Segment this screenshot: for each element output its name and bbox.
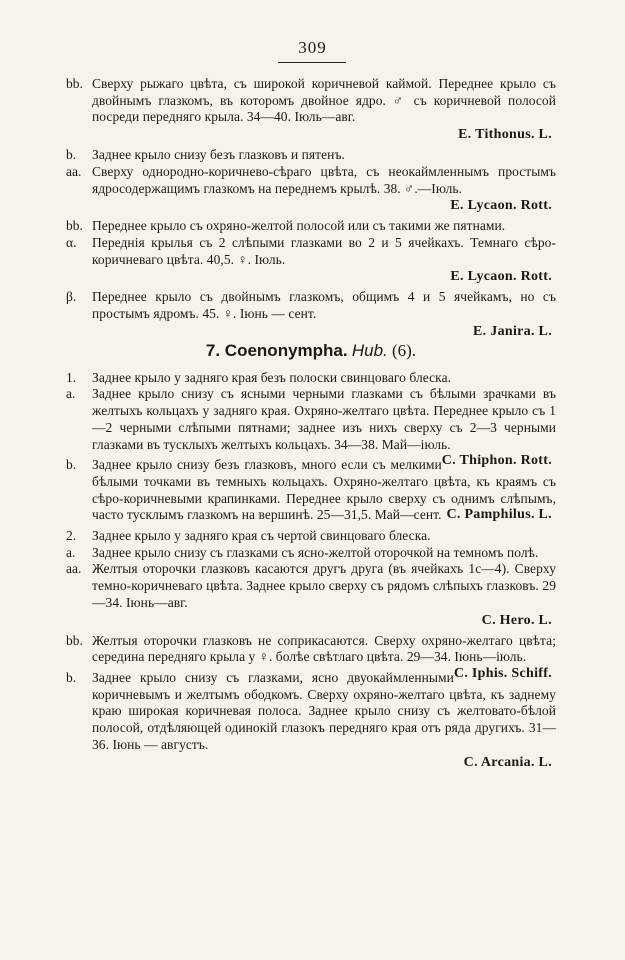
species-name: C. Iphis. Schiff.: [453, 665, 552, 681]
entry-key: bb.: [66, 218, 83, 234]
key-entry: [66, 457, 556, 524]
entry-text: [92, 632, 556, 681]
entry-key: b.: [66, 457, 77, 473]
key-entry: [66, 147, 556, 164]
entry-text: Переднія крылья съ 2 слѣпыми глазками во 2 и 5 ячейкахъ. Темнаго сѣро-коричневаго цвѣта. 40,5. ♀. Іюль.: [92, 234, 556, 267]
key-entry: [66, 370, 556, 387]
key-entry: [66, 545, 556, 562]
entry-key: 1.: [66, 369, 77, 385]
key-entry: [66, 235, 556, 285]
species-name: E. Janira. L.: [473, 323, 552, 339]
species-name: C. Hero. L.: [481, 612, 552, 628]
entry-key: aa.: [66, 163, 82, 179]
entry-text: Заднее крыло у задняго края съ чертой свинцоваго блеска.: [92, 528, 431, 544]
entry-text-body: Заднее крыло снизу съ ясными черными глазками съ бѣлыми зрачками въ желтыхъ кольцахъ у задняго края. Охряно-желтаго цвѣта. Переднее крыло съ 1—2 черными слѣпыми пятнами; заднее изъ нихъ сверху съ 2—3 черными глазками въ тусклыхъ желтыхъ кольцахъ. 34—38. Май—іюль.: [92, 386, 556, 452]
entry-key: bb.: [66, 76, 83, 91]
key-entry: [66, 289, 556, 339]
entry-key: 2.: [66, 528, 77, 544]
entry-text: Переднее крыло съ двойнымъ глазкомъ, общимъ 4 и 5 ячейкамъ, но съ простымъ ядромъ. 45. ♀. Іюнь — сент.: [92, 289, 556, 322]
genus-name: 7. Coenonympha.: [205, 340, 348, 360]
page-number-rule: [278, 62, 346, 63]
entry-key: bb.: [66, 632, 83, 648]
key-entry: [66, 632, 556, 681]
entry-text-body: Желтыя оторочки глазковъ не соприкасаются. Сверху охряно-желтаго цвѣта; середина передняго крыла у ♀. болѣе свѣтлаго цвѣта. 29—34. Іюнь—іюль.: [92, 632, 556, 665]
entry-text: Сверху однородно-коричнево-сѣраго цвѣта, съ неокаймленнымъ простымъ ядросодержащимъ глазкомъ на переднемъ крылѣ. 38. ♂.—Іюль.: [92, 163, 556, 196]
species-name: C. Pamphilus. L.: [446, 507, 552, 523]
entry-text: Сверху рыжаго цвѣта, съ широкой коричневой каймой. Переднее крыло съ двойнымъ глазкомъ, въ которомъ двойное ядро. ♂ съ коричневой полосой посреди передняго крыла. 34—40. Іюль—авг.: [92, 76, 556, 125]
species-name: C. Arcania. L.: [463, 754, 552, 770]
genus-count: (6).: [392, 340, 417, 360]
genus-heading: [66, 340, 556, 362]
entry-text: [92, 386, 556, 469]
key-entry: [66, 218, 556, 235]
key-text: [66, 76, 556, 771]
entry-key: aa.: [66, 561, 82, 577]
entry-text: Заднее крыло снизу съ глазками, ясно двуокаймленными коричневымъ и желтымъ ободкомъ. Сверху охряно-желтаго цвѣта, къ заднему краю широкая коричневая полоса. Заднее крыло снизу съ желтовато-бѣлой полосой, отдѣляющей одинокій глазокъ передняго края отъ ряда другихъ. 31—36. Іюнь — августъ.: [92, 669, 556, 752]
entry-key: a.: [66, 386, 76, 402]
species-name: E. Lycaon. Rott.: [450, 198, 552, 214]
entry-key: α.: [66, 234, 77, 250]
page-number: 309: [298, 38, 327, 57]
entry-text: Переднее крыло съ охряно-желтой полосой или съ такими же пятнами.: [92, 218, 506, 234]
key-entry: [66, 76, 556, 143]
entry-key: a.: [66, 544, 76, 560]
key-entry: [66, 528, 556, 545]
species-name: C. Thiphon. Rott.: [441, 453, 552, 469]
key-entry: [66, 164, 556, 214]
key-entry: [66, 670, 556, 771]
species-name: E. Lycaon. Rott.: [450, 269, 552, 285]
species-name: E. Tithonus. L.: [458, 127, 552, 143]
entry-key: β.: [66, 289, 77, 305]
entry-text-body: Заднее крыло снизу безъ глазковъ, много если съ мелкими бѣлыми точками въ темныхъ кольцахъ. Охряно-желтаго цвѣта, къ краямъ съ сѣро-коричневыми крапинками. Переднее крыло сверху съ однимъ слѣпымъ, часто тусклымъ глазкомъ на вершинѣ. 25—31,5. Май—сент.: [92, 457, 556, 523]
entry-text: Желтыя оторочки глазковъ касаются другъ друга (въ ячейкахъ 1с—4). Сверху темно-коричневаго цвѣта. Заднее крыло сверху съ рядомъ слѣпыхъ глазковъ. 29—34. Іюнь—авг.: [92, 561, 556, 610]
key-entry: [66, 561, 556, 628]
entry-text: [92, 457, 556, 524]
key-entry: [66, 386, 556, 469]
entry-text: Заднее крыло снизу съ глазками съ ясно-желтой оторочкой на темномъ полѣ.: [92, 544, 539, 560]
entry-key: b.: [66, 147, 77, 163]
genus-author: Hub.: [351, 340, 388, 360]
entry-text: Заднее крыло у задняго края безъ полоски свинцоваго блеска.: [92, 369, 452, 385]
entry-text: Заднее крыло снизу безъ глазковъ и пятенъ.: [92, 147, 345, 163]
entry-key: b.: [66, 669, 77, 685]
